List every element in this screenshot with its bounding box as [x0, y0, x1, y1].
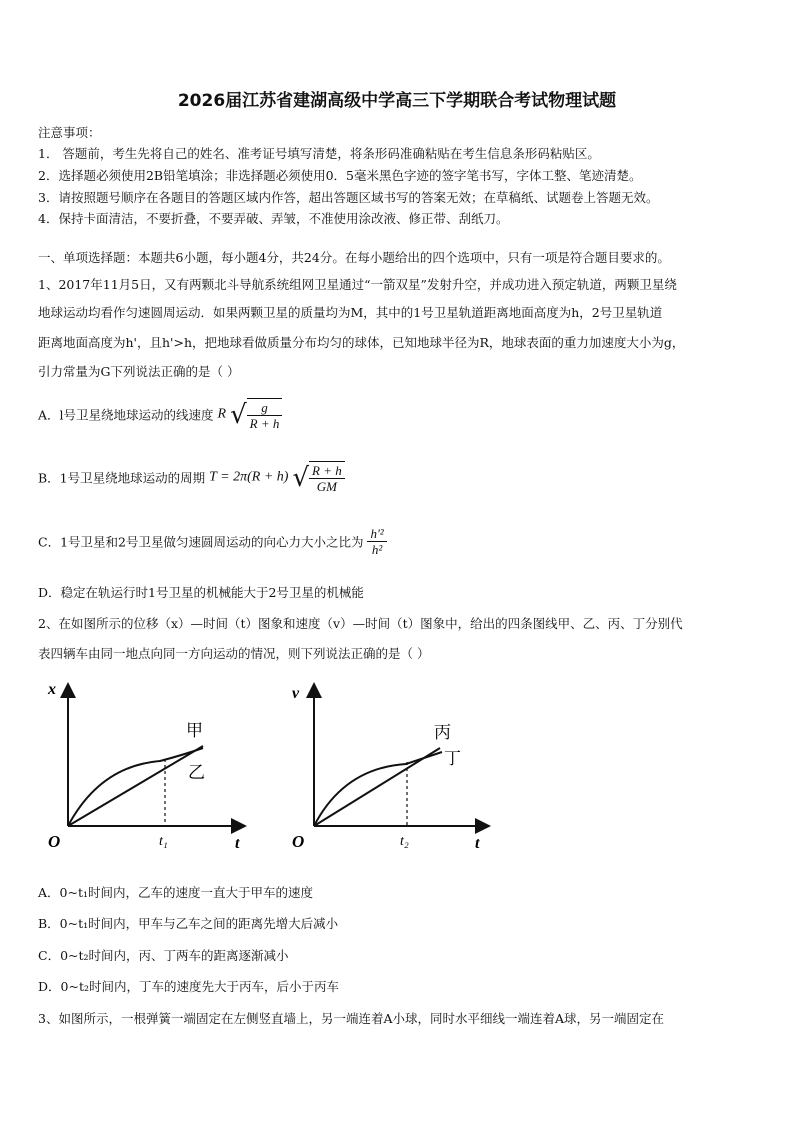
- graph-v-t-line-label: 丁: [444, 749, 461, 768]
- q2-option-c: C．0~t₂时间内，丙、丁两车的距离逐渐减小: [38, 948, 289, 963]
- q1-option-a: [38, 398, 282, 431]
- graph-x-t-y-label: x: [48, 681, 56, 698]
- notice-item-1: 1． 答题前，考生先将自己的姓名、准考证号填写清楚，将条形码准确粘贴在考生信息条形码粘贴区。: [38, 146, 600, 161]
- graph-v-t-y-label: v: [292, 685, 300, 702]
- graph-v-t-origin: O: [292, 832, 305, 851]
- graph-x-t-origin: O: [48, 832, 61, 851]
- q1-option-a-num: g: [247, 400, 283, 416]
- graph-x-t-x-label: t: [235, 835, 240, 852]
- q1-option-b-label: B．1号卫星绕地球运动的周期: [38, 470, 206, 486]
- q1-option-d: D．稳定在轨运行时1号卫星的机械能大于2号卫星的机械能: [38, 585, 364, 600]
- graph-x-t-line: [68, 746, 203, 826]
- notice-heading: 注意事项：: [38, 125, 101, 140]
- q1-stem-line-2: 地球运动均看作匀速圆周运动．如果两颗卫星的质量均为M，其中的1号卫星轨道距离地面高度为h，2号卫星轨道: [38, 305, 663, 320]
- graph-v-t-tick: t₂: [400, 834, 409, 849]
- q1-option-b: [38, 461, 345, 494]
- q1-stem-line-3: 距离地面高度为h'，且h'>h，把地球看做质量分布均匀的球体，已知地球半径为R，地球表面的重力加速度大小为g，: [38, 335, 685, 350]
- graph-x-t-curve-label: 甲: [186, 721, 203, 740]
- graph-v-t-x-label: t: [475, 835, 480, 852]
- q1-option-b-factor: T = 2π(R + h): [209, 469, 289, 485]
- notice-item-4: 4．保持卡面清洁，不要折叠，不要弄破、弄皱，不准使用涂改液、修正带、刮纸刀。: [38, 211, 509, 226]
- q2-option-d: D．0~t₂时间内，丁车的速度先大于丙车，后小于丙车: [38, 979, 339, 994]
- graph-x-t: [38, 672, 258, 860]
- page-title: 2026届江苏省建湖高级中学高三下学期联合考试物理试题: [177, 91, 617, 111]
- q1-option-a-sqrt: √ $\frac{g}{R + h}$: [230, 398, 282, 431]
- q1-option-c: [38, 526, 387, 557]
- q1-option-b-sqrt: √ $\frac{R + h}{GM}$: [292, 461, 344, 494]
- q1-option-a-den: R + h: [249, 416, 280, 431]
- q2-option-a: A．0~t₁时间内，乙车的速度一直大于甲车的速度: [38, 885, 313, 900]
- notice-item-3: 3．请按照题号顺序在各题目的答题区域内作答，超出答题区域书写的答案无效；在草稿纸、试题卷上答题无效。: [38, 190, 659, 205]
- q1-option-b-den: GM: [316, 479, 337, 494]
- q1-option-c-den: h²: [371, 542, 383, 557]
- q1-option-b-num: R + h: [309, 463, 345, 479]
- q2-stem-line-1: 2、在如图所示的位移（x）—时间（t）图象和速度（v）—时间（t）图象中，给出的四条图线甲、乙、丙、丁分别代: [38, 616, 683, 631]
- q1-option-c-label: C．1号卫星和2号卫星做匀速圆周运动的向心力大小之比为: [38, 534, 364, 550]
- graph-x-t-line-label: 乙: [188, 763, 205, 782]
- q1-option-a-label: A．l号卫星绕地球运动的线速度: [38, 407, 214, 423]
- graph-v-t-line: [314, 748, 440, 826]
- section-heading: 一、单项选择题：本题共6小题，每小题4分，共24分。在每小题给出的四个选项中，只有一项是符合题目要求的。: [38, 250, 670, 265]
- q1-stem-line-1: 1、2017年11月5日，又有两颗北斗导航系统组网卫星通过“一箭双星”发射升空，并成功进入预定轨道，两颗卫星绕: [38, 277, 677, 292]
- graph-v-t-curve-label: 丙: [434, 723, 451, 742]
- q1-option-a-factor: R: [217, 406, 227, 422]
- q3-stem-line-1: 3、如图所示，一根弹簧一端固定在左侧竖直墙上，另一端连着A小球，同时水平细线一端连着A球，另一端固定在: [38, 1011, 665, 1026]
- graph-x-t-tick: t₁: [159, 834, 168, 849]
- q1-stem-line-4: 引力常量为G下列说法正确的是（ ）: [38, 364, 240, 379]
- notice-item-2: 2．选择题必须使用2B铅笔填涂；非选择题必须使用0．5毫米黑色字迹的签字笔书写，字体工整、笔迹清楚。: [38, 168, 642, 183]
- q1-option-c-num: h'²: [367, 526, 386, 542]
- q2-option-b: B．0~t₁时间内，甲车与乙车之间的距离先增大后减小: [38, 916, 339, 931]
- q1-option-c-fraction: [367, 526, 386, 557]
- graph-v-t: [282, 672, 502, 860]
- q2-stem-line-2: 表四辆车由同一地点向同一方向运动的情况，则下列说法正确的是（ ）: [38, 646, 430, 661]
